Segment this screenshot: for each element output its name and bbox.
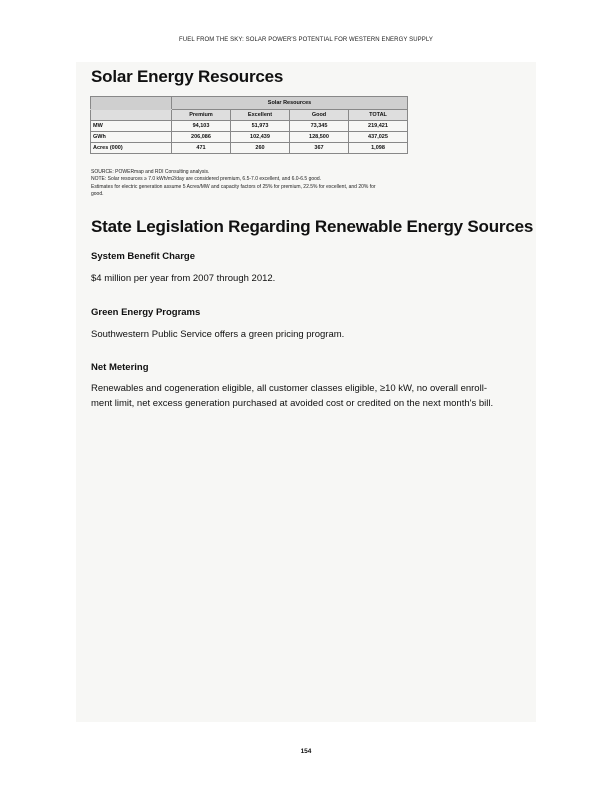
table-cell: 51,973 [231, 121, 290, 132]
legislation-section-title: State Legislation Regarding Renewable Energy Sources [91, 217, 534, 236]
column-header: Premium [172, 110, 231, 121]
table-cell: 1,098 [349, 143, 408, 154]
net-metering-line-1: Renewables and cogeneration eligible, all customer classes eligible, ≥10 kW, no overall enroll- [91, 383, 487, 394]
estimates-note: Estimates for electric generation assume 5 Acres/MW and capacity factors of 25% for premium, 22.5% for excellent, and 20% for good. [91, 183, 376, 198]
resource-note: NOTE: Solar resources ≥ 7.0 kWh/m2/day are considered premium, 6.5-7.0 excellent, and 6.0-6.5 good. [91, 176, 322, 183]
row-label: MW [91, 121, 172, 132]
solar-resources-table [90, 96, 408, 154]
green-energy-programs-text: Southwestern Public Service offers a green pricing program. [91, 329, 345, 340]
table-corner-lower [91, 110, 172, 121]
system-benefit-charge-text: $4 million per year from 2007 through 2012. [91, 273, 276, 284]
row-label: Acres (000) [91, 143, 172, 154]
table-group-header: Solar Resources [172, 97, 408, 110]
table-cell: 367 [290, 143, 349, 154]
table-row [91, 143, 408, 154]
system-benefit-charge-heading: System Benefit Charge [91, 251, 196, 262]
table-cell: 471 [172, 143, 231, 154]
table-cell: 73,345 [290, 121, 349, 132]
table-cell: 260 [231, 143, 290, 154]
solar-section-title: Solar Energy Resources [91, 67, 284, 86]
table-cell: 102,439 [231, 132, 290, 143]
column-header: Good [290, 110, 349, 121]
source-note: SOURCE: POWERmap and RDI Consulting analysis. [91, 169, 210, 175]
table-cell: 128,500 [290, 132, 349, 143]
table-notes [91, 169, 381, 199]
table-corner [91, 97, 172, 110]
net-metering-line-2: ment limit, net excess generation purchased at avoided cost or credited on the next month's bill. [91, 398, 494, 409]
page-number: 154 [300, 748, 312, 755]
table-cell: 206,086 [172, 132, 231, 143]
column-header: Excellent [231, 110, 290, 121]
table-row [91, 132, 408, 143]
net-metering-text [91, 381, 531, 411]
table-cell: 94,103 [172, 121, 231, 132]
table-cell: 219,421 [349, 121, 408, 132]
row-label: GWh [91, 132, 172, 143]
green-energy-programs-heading: Green Energy Programs [91, 307, 201, 318]
column-header: TOTAL [349, 110, 408, 121]
running-head: FUEL FROM THE SKY: SOLAR POWER'S POTENTIAL FOR WESTERN ENERGY SUPPLY [179, 37, 433, 43]
table-row [91, 121, 408, 132]
table-cell: 437,025 [349, 132, 408, 143]
net-metering-heading: Net Metering [91, 362, 149, 373]
